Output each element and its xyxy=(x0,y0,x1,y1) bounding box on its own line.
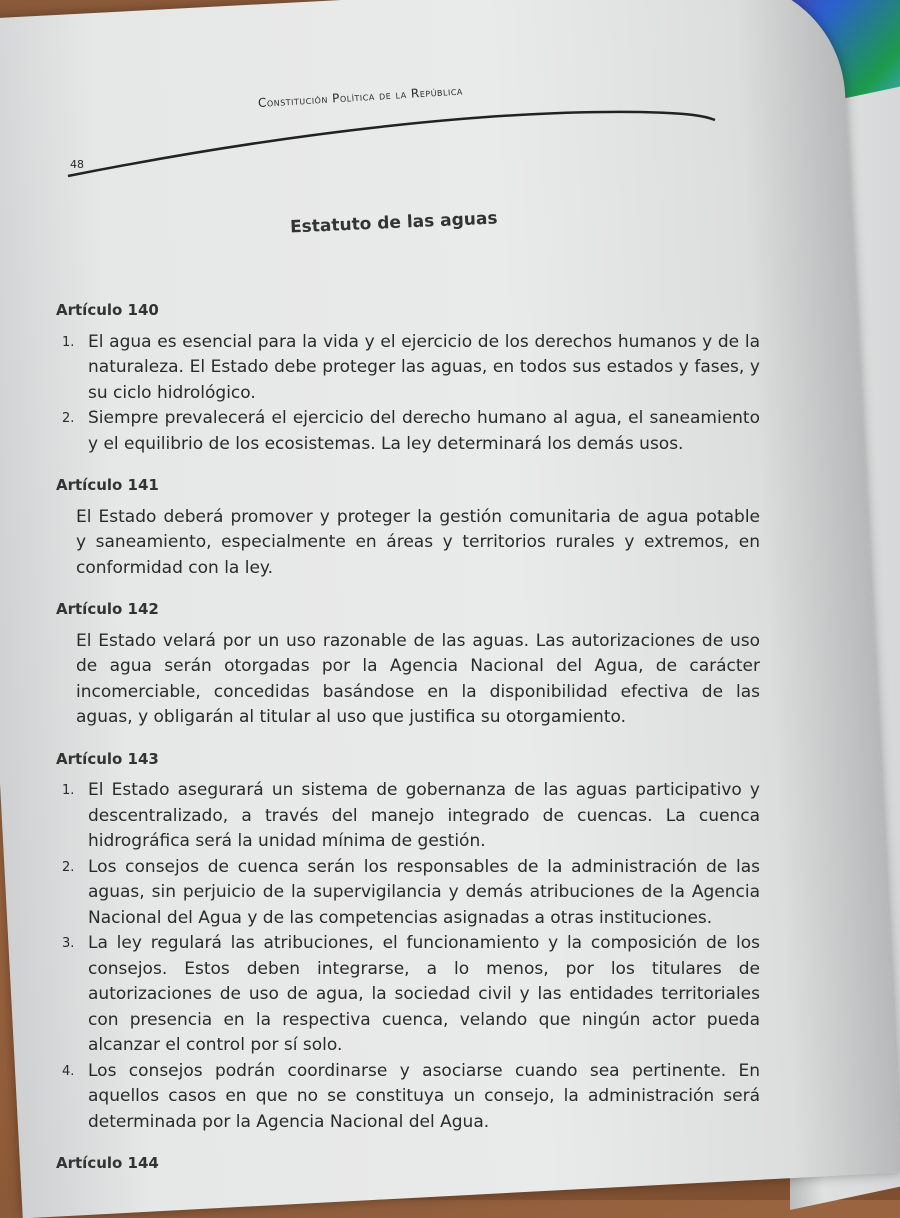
text-line: conformidad con la ley. xyxy=(76,557,273,578)
article xyxy=(48,298,760,457)
numbered-item xyxy=(48,330,760,407)
text-line: hidrográfica será la unidad mínima de gestión. xyxy=(88,831,486,851)
item-number: 2. xyxy=(62,859,75,875)
text-line: con presencia en la respectiva cuenca, velando que ningún actor pueda xyxy=(88,1009,760,1030)
item-number: 3. xyxy=(62,936,75,951)
item-number: 2. xyxy=(62,411,75,426)
text-line: El Estado velará por un uso razonable de las aguas. Las autorizaciones de uso xyxy=(76,630,760,651)
numbered-item xyxy=(48,1059,760,1136)
article-heading: Artículo 144 xyxy=(56,1154,159,1172)
section-title: Estatuto de las aguas xyxy=(289,208,498,238)
text-line: Los consejos podrán coordinarse y asociarse cuando sea pertinente. En xyxy=(88,1060,760,1081)
text-line: y el equilibrio de los ecosistemas. La ley determinará los demás usos. xyxy=(88,433,684,454)
text-line: El Estado deberá promover y proteger la gestión comunitaria de agua potable xyxy=(76,506,760,527)
article xyxy=(48,473,760,581)
article-heading: Artículo 142 xyxy=(56,600,159,618)
text-line: El Estado asegurará un sistema de gobernanza de las aguas participativo y xyxy=(88,780,760,800)
article-paragraph xyxy=(48,505,760,582)
text-line: y saneamiento, especialmente en áreas y territorios rurales y extremos, en xyxy=(76,532,760,552)
item-number: 4. xyxy=(62,1063,75,1079)
numbered-item xyxy=(48,406,760,457)
text-line: su ciclo hidrológico. xyxy=(88,382,256,403)
article-paragraph xyxy=(48,629,760,731)
text-line: La ley regulará las atribuciones, el funcionamiento y la composición de los xyxy=(88,933,760,953)
text-line: naturaleza. El Estado debe proteger las aguas, en todos sus estados y fases, y xyxy=(88,357,760,377)
text-line: El agua es esencial para la vida y el ejercicio de los derechos humanos y de la xyxy=(88,331,760,352)
article xyxy=(48,747,760,1136)
article-heading: Artículo 141 xyxy=(56,476,159,494)
text-line: alcanzar el control por sí solo. xyxy=(88,1035,343,1055)
text-line: aguas, sin perjuicio de la supervigilancia y demás atribuciones de la Agencia xyxy=(88,882,760,902)
text-line: aguas, y obligarán al titular al uso que justifica su otorgamiento. xyxy=(76,707,626,727)
header-rule xyxy=(0,0,900,200)
item-number: 1. xyxy=(62,783,75,798)
article xyxy=(48,597,760,731)
item-number: 1. xyxy=(62,334,75,350)
text-line: aquellos casos en que no se constituya un consejo, la administración será xyxy=(88,1086,760,1106)
running-head: Constitución Política de la República xyxy=(257,83,464,110)
numbered-item xyxy=(48,931,760,1059)
text-line: descentralizado, a través del manejo integrado de cuencas. La cuenca xyxy=(88,805,760,826)
text-line: de agua serán otorgadas por la Agencia Nacional del Agua, de carácter xyxy=(76,656,760,676)
text-line: Siempre prevalecerá el ejercicio del derecho humano al agua, el saneamiento xyxy=(88,408,760,428)
text-line: incomerciable, concedidas basándose en la disponibilidad efectiva de las xyxy=(76,681,760,702)
article xyxy=(48,1151,760,1177)
text-line: determinada por la Agencia Nacional del Agua. xyxy=(88,1111,490,1132)
numbered-item xyxy=(48,855,760,932)
articles-body xyxy=(48,282,760,1183)
text-line: autorizaciones de uso de agua, la sociedad civil y las entidades territoriales xyxy=(88,984,760,1004)
text-line: consejos. Estos deben integrarse, a lo menos, por los titulares de xyxy=(88,958,760,979)
article-heading: Artículo 140 xyxy=(56,301,159,319)
text-line: Los consejos de cuenca serán los responsables de la administración de las xyxy=(88,856,760,877)
text-line: Nacional del Agua y de las competencias asignadas a otras instituciones. xyxy=(88,907,713,928)
page-number: 48 xyxy=(70,158,84,171)
article-heading: Artículo 143 xyxy=(56,749,159,768)
numbered-item xyxy=(48,778,760,855)
